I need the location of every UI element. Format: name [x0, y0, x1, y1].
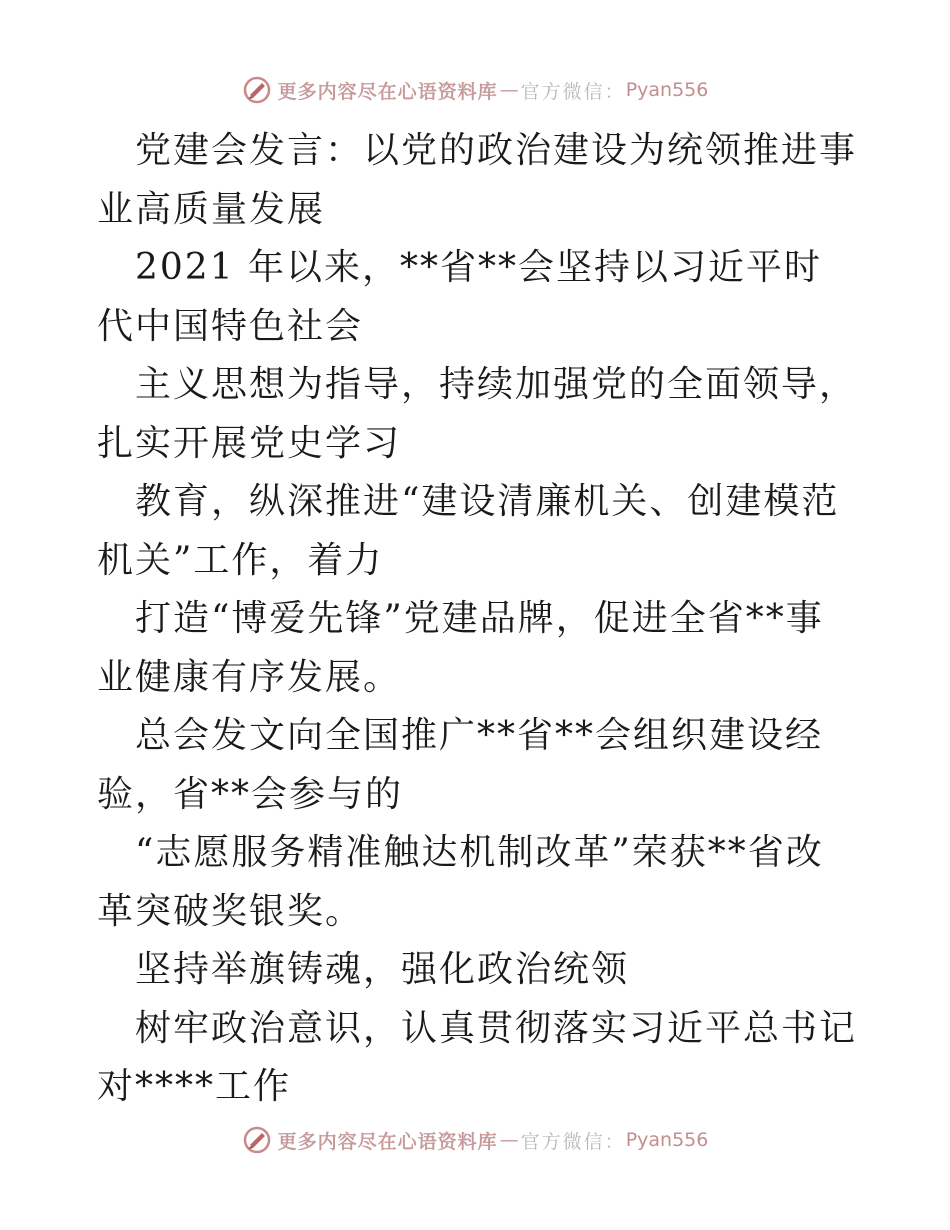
paragraph: 打造“博爱先锋”党建品牌，促进全省**事业健康有序发展。 — [97, 598, 824, 698]
watermark-separator: — — [499, 1129, 519, 1151]
watermark-separator: — — [499, 79, 519, 101]
watermark-wechat-label: 官方微信： — [520, 1130, 626, 1153]
header-watermark — [0, 70, 950, 110]
paragraph: 树牢政治意识，认真贯彻落实习近平总书记对****工作 — [97, 1007, 858, 1107]
paragraph: 2021 年以来，**省**会坚持以习近平时代中国特色社会 — [97, 247, 823, 347]
logo-icon — [242, 75, 272, 105]
paragraph: 主义思想为指导，持续加强党的全面领导，扎实开展党史学习 — [97, 364, 858, 464]
paragraph-title: 党建会发言：以党的政治建设为统领推进事业高质量发展 — [97, 130, 858, 230]
watermark-wechat-label: 官方微信： — [520, 80, 626, 103]
paragraph: 教育，纵深推进“建设清廉机关、创建模范机关”工作，着力 — [97, 481, 840, 581]
watermark-wechat-id: Pyan556 — [625, 79, 709, 101]
paragraph: 总会发文向全国推广**省**会组织建设经验，省**会参与的 — [97, 715, 824, 815]
watermark-wechat-id: Pyan556 — [625, 1129, 709, 1151]
paragraph: “志愿服务精准触达机制改革”荣获**省改革突破奖银奖。 — [97, 832, 824, 932]
watermark-site-name: 更多内容尽在心语资料库 — [277, 80, 498, 103]
footer-watermark — [0, 1120, 950, 1160]
paragraph-heading: 坚持举旗铸魂，强化政治统领 — [135, 949, 630, 990]
watermark-site-name: 更多内容尽在心语资料库 — [277, 1130, 498, 1153]
logo-icon — [242, 1125, 272, 1155]
document-body — [97, 122, 857, 1117]
